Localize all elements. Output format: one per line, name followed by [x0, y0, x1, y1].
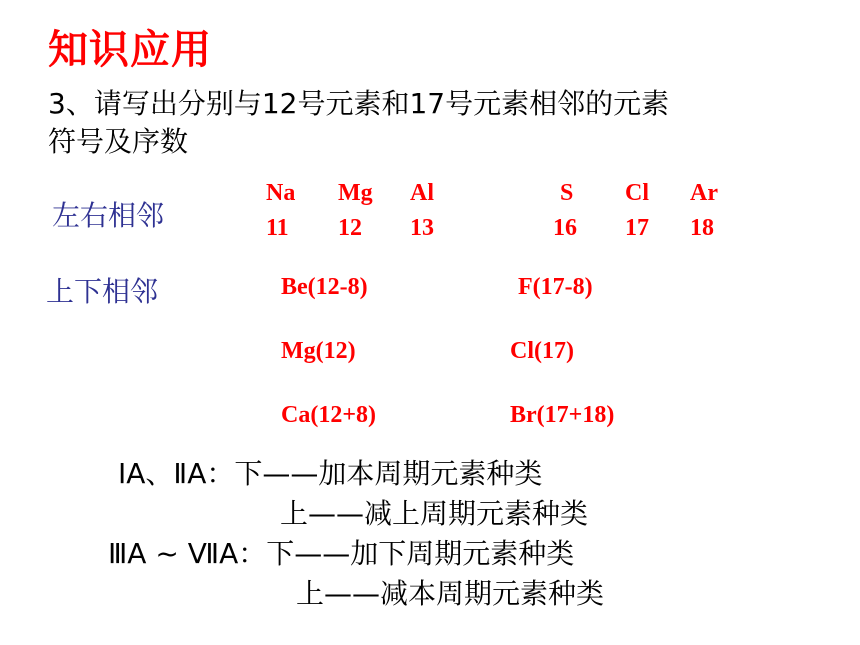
- element-number: 13: [410, 215, 434, 241]
- question-line-2: 符号及序数: [48, 125, 189, 158]
- horizontal-neighbors-label: 左右相邻: [52, 199, 165, 232]
- element-symbol: Cl: [625, 180, 649, 206]
- element-symbol: Al: [410, 180, 434, 206]
- element-symbol: Ar: [690, 180, 718, 206]
- rule-line: 上——减本周期元素种类: [296, 577, 605, 610]
- element-entry: Cl(17): [510, 338, 574, 364]
- vertical-neighbors-label: 上下相邻: [46, 275, 159, 308]
- rule-line: ⅢA ~ ⅦA：下——加下周期元素种类: [108, 537, 575, 570]
- element-entry: Be(12-8): [281, 274, 368, 300]
- element-entry: Mg(12): [281, 338, 356, 364]
- element-symbol: Mg: [338, 180, 373, 206]
- rule-line: 上——减上周期元素种类: [280, 497, 589, 530]
- element-number: 16: [553, 215, 577, 241]
- rule-line: ⅠA、ⅡA：下——加本周期元素种类: [118, 457, 543, 490]
- element-symbol: Na: [266, 180, 296, 206]
- question-line-1: 3、请写出分别与12号元素和17号元素相邻的元素: [48, 87, 670, 120]
- element-number: 17: [625, 215, 649, 241]
- element-number: 18: [690, 215, 714, 241]
- element-number: 12: [338, 215, 362, 241]
- element-entry: Ca(12+8): [281, 402, 376, 428]
- element-number: 11: [266, 215, 289, 241]
- slide-title: 知识应用: [48, 27, 212, 73]
- element-entry: Br(17+18): [510, 402, 615, 428]
- element-symbol: S: [560, 180, 574, 206]
- element-entry: F(17-8): [518, 274, 593, 300]
